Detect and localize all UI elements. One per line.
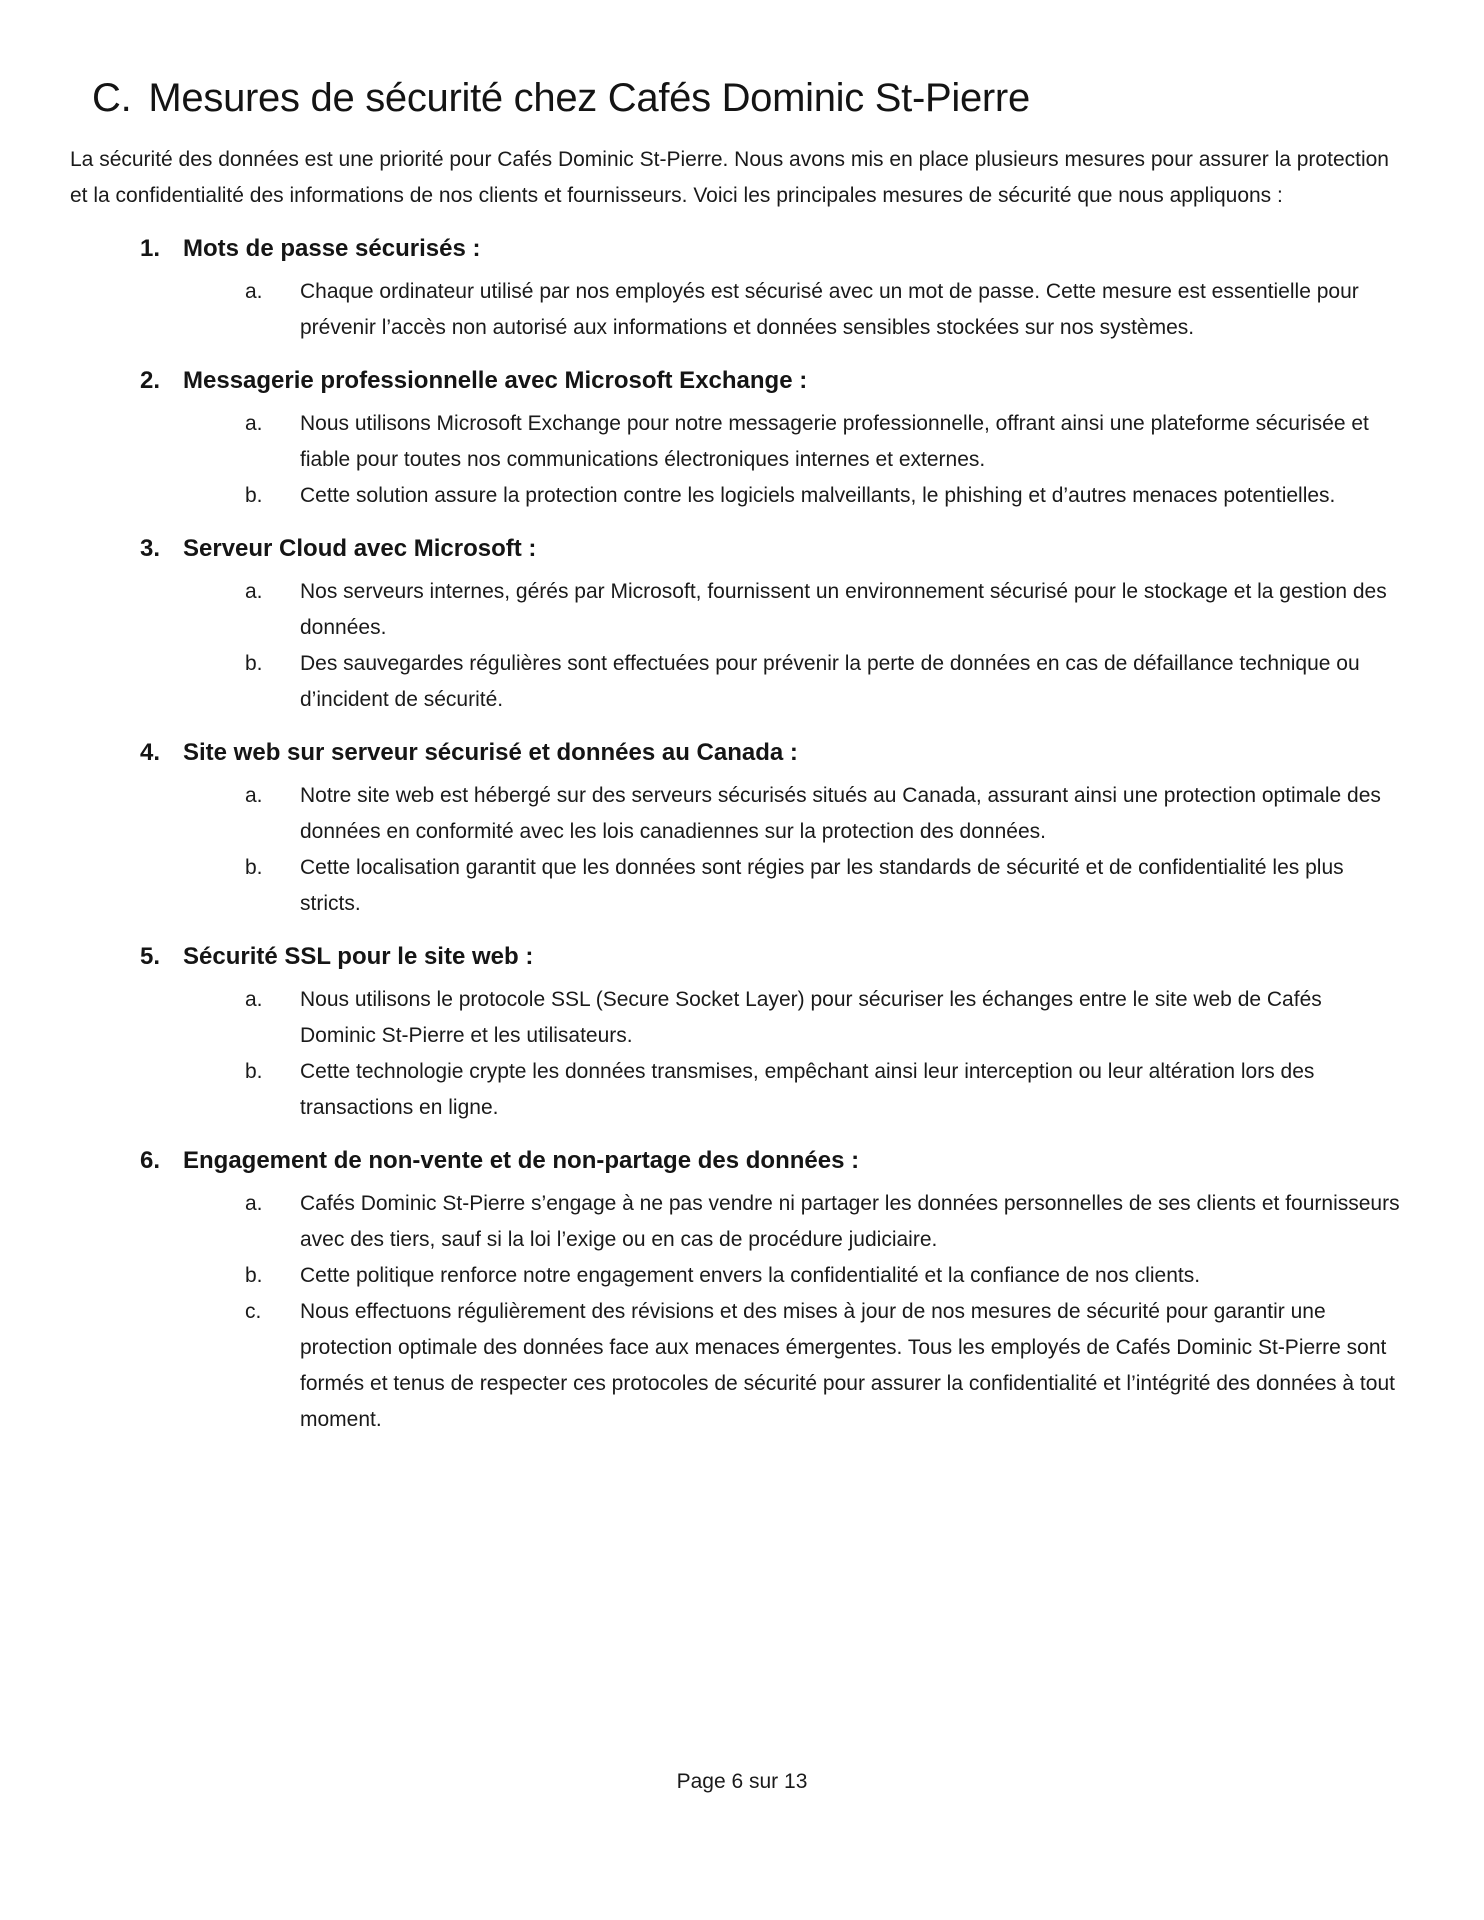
item-letter: b. — [245, 652, 263, 675]
item-letter: a. — [245, 280, 263, 303]
section-heading — [140, 363, 1400, 399]
item-letter: a. — [245, 988, 263, 1011]
list-item — [245, 274, 1400, 346]
item-text: Nous utilisons Microsoft Exchange pour notre messagerie professionnelle, offrant ainsi une plateforme sécurisée et fiable pour toutes nos communications électroniques internes et externes. — [300, 412, 1369, 471]
section-heading-text: Mots de passe sécurisés : — [183, 235, 481, 262]
item-letter: b. — [245, 484, 263, 507]
item-text: Cette solution assure la protection contre les logiciels malveillants, le phishing et d’autres menaces potentielles. — [300, 484, 1336, 507]
item-text: Chaque ordinateur utilisé par nos employés est sécurisé avec un mot de passe. Cette mesure est essentielle pour prévenir l’accès non autorisé aux informations et données sensibles stockées sur nos systèmes. — [300, 280, 1359, 339]
list-item — [245, 1054, 1400, 1126]
section-number: 3. — [140, 535, 161, 562]
list-item — [245, 1294, 1400, 1438]
item-text: Cette technologie crypte les données transmises, empêchant ainsi leur interception ou leur altération lors des transactions en ligne. — [300, 1060, 1315, 1119]
section-number: 6. — [140, 1147, 161, 1174]
item-text: Cafés Dominic St-Pierre s’engage à ne pas vendre ni partager les données personnelles de ses clients et fournisseurs avec des tiers, sauf si la loi l’exige ou en cas de procédure judiciaire. — [300, 1192, 1400, 1251]
item-text: Des sauvegardes régulières sont effectuées pour prévenir la perte de données en cas de défaillance technique ou d’incident de sécurité. — [300, 652, 1360, 711]
item-letter: a. — [245, 412, 263, 435]
item-letter: c. — [245, 1300, 262, 1323]
section-2 — [70, 363, 1400, 514]
section-3 — [70, 531, 1400, 718]
section-number: 4. — [140, 739, 161, 766]
list-item — [245, 478, 1400, 514]
item-text: Nos serveurs internes, gérés par Microsoft, fournissent un environnement sécurisé pour le stockage et la gestion des données. — [300, 580, 1387, 639]
section-heading — [140, 939, 1400, 975]
item-text: Cette localisation garantit que les données sont régies par les standards de sécurité et de confidentialité les plus stricts. — [300, 856, 1344, 915]
item-text: Nous utilisons le protocole SSL (Secure Socket Layer) pour sécuriser les échanges entre le site web de Cafés Dominic St-Pierre et les utilisateurs. — [300, 988, 1322, 1047]
section-5 — [70, 939, 1400, 1126]
list-item — [245, 574, 1400, 646]
list-item — [245, 646, 1400, 718]
section-number: 2. — [140, 367, 161, 394]
page-number-footer: Page 6 sur 13 — [676, 1770, 808, 1793]
section-heading-text: Engagement de non-vente et de non-partage des données : — [183, 1147, 860, 1174]
section-number: 1. — [140, 235, 161, 262]
item-letter: b. — [245, 1264, 263, 1287]
section-heading-text: Serveur Cloud avec Microsoft : — [183, 535, 537, 562]
section-number: 5. — [140, 943, 161, 970]
section-heading-text: Sécurité SSL pour le site web : — [183, 943, 534, 970]
title-number: C. — [92, 76, 132, 120]
section-heading — [140, 531, 1400, 567]
item-text: Nous effectuons régulièrement des révisions et des mises à jour de nos mesures de sécurité pour garantir une protection optimale des données face aux menaces émergentes. Tous les employés de Cafés Dominic St-Pierre sont formés et tenus de respecter ces protocoles de sécurité pour assurer la confidentialité et l’intégrité des données à tout moment. — [300, 1300, 1395, 1431]
section-4 — [70, 735, 1400, 922]
list-item — [245, 850, 1400, 922]
item-letter: b. — [245, 1060, 263, 1083]
section-heading — [140, 1143, 1400, 1179]
intro-paragraph: La sécurité des données est une priorité pour Cafés Dominic St-Pierre. Nous avons mis en place plusieurs mesures pour assurer la protection et la confidentialité des informations de nos clients et fournisseurs. Voici les principales mesures de sécurité que nous appliquons : — [70, 148, 1389, 207]
item-text: Cette politique renforce notre engagement envers la confidentialité et la confiance de nos clients. — [300, 1264, 1201, 1287]
item-letter: b. — [245, 856, 263, 879]
item-letter: a. — [245, 1192, 263, 1215]
document-title — [92, 70, 1400, 126]
list-item — [245, 1258, 1400, 1294]
section-1 — [70, 231, 1400, 346]
list-item — [245, 406, 1400, 478]
list-item — [245, 982, 1400, 1054]
list-item — [245, 778, 1400, 850]
section-heading-text: Site web sur serveur sécurisé et données au Canada : — [183, 739, 798, 766]
section-heading — [140, 231, 1400, 267]
list-item — [245, 1186, 1400, 1258]
section-6 — [70, 1143, 1400, 1438]
item-letter: a. — [245, 784, 263, 807]
title-text: Mesures de sécurité chez Cafés Dominic St-Pierre — [148, 76, 1030, 120]
item-letter: a. — [245, 580, 263, 603]
item-text: Notre site web est hébergé sur des serveurs sécurisés situés au Canada, assurant ainsi une protection optimale des données en conformité avec les lois canadiennes sur la protection des données. — [300, 784, 1381, 843]
section-heading — [140, 735, 1400, 771]
section-heading-text: Messagerie professionnelle avec Microsoft Exchange : — [183, 367, 808, 394]
